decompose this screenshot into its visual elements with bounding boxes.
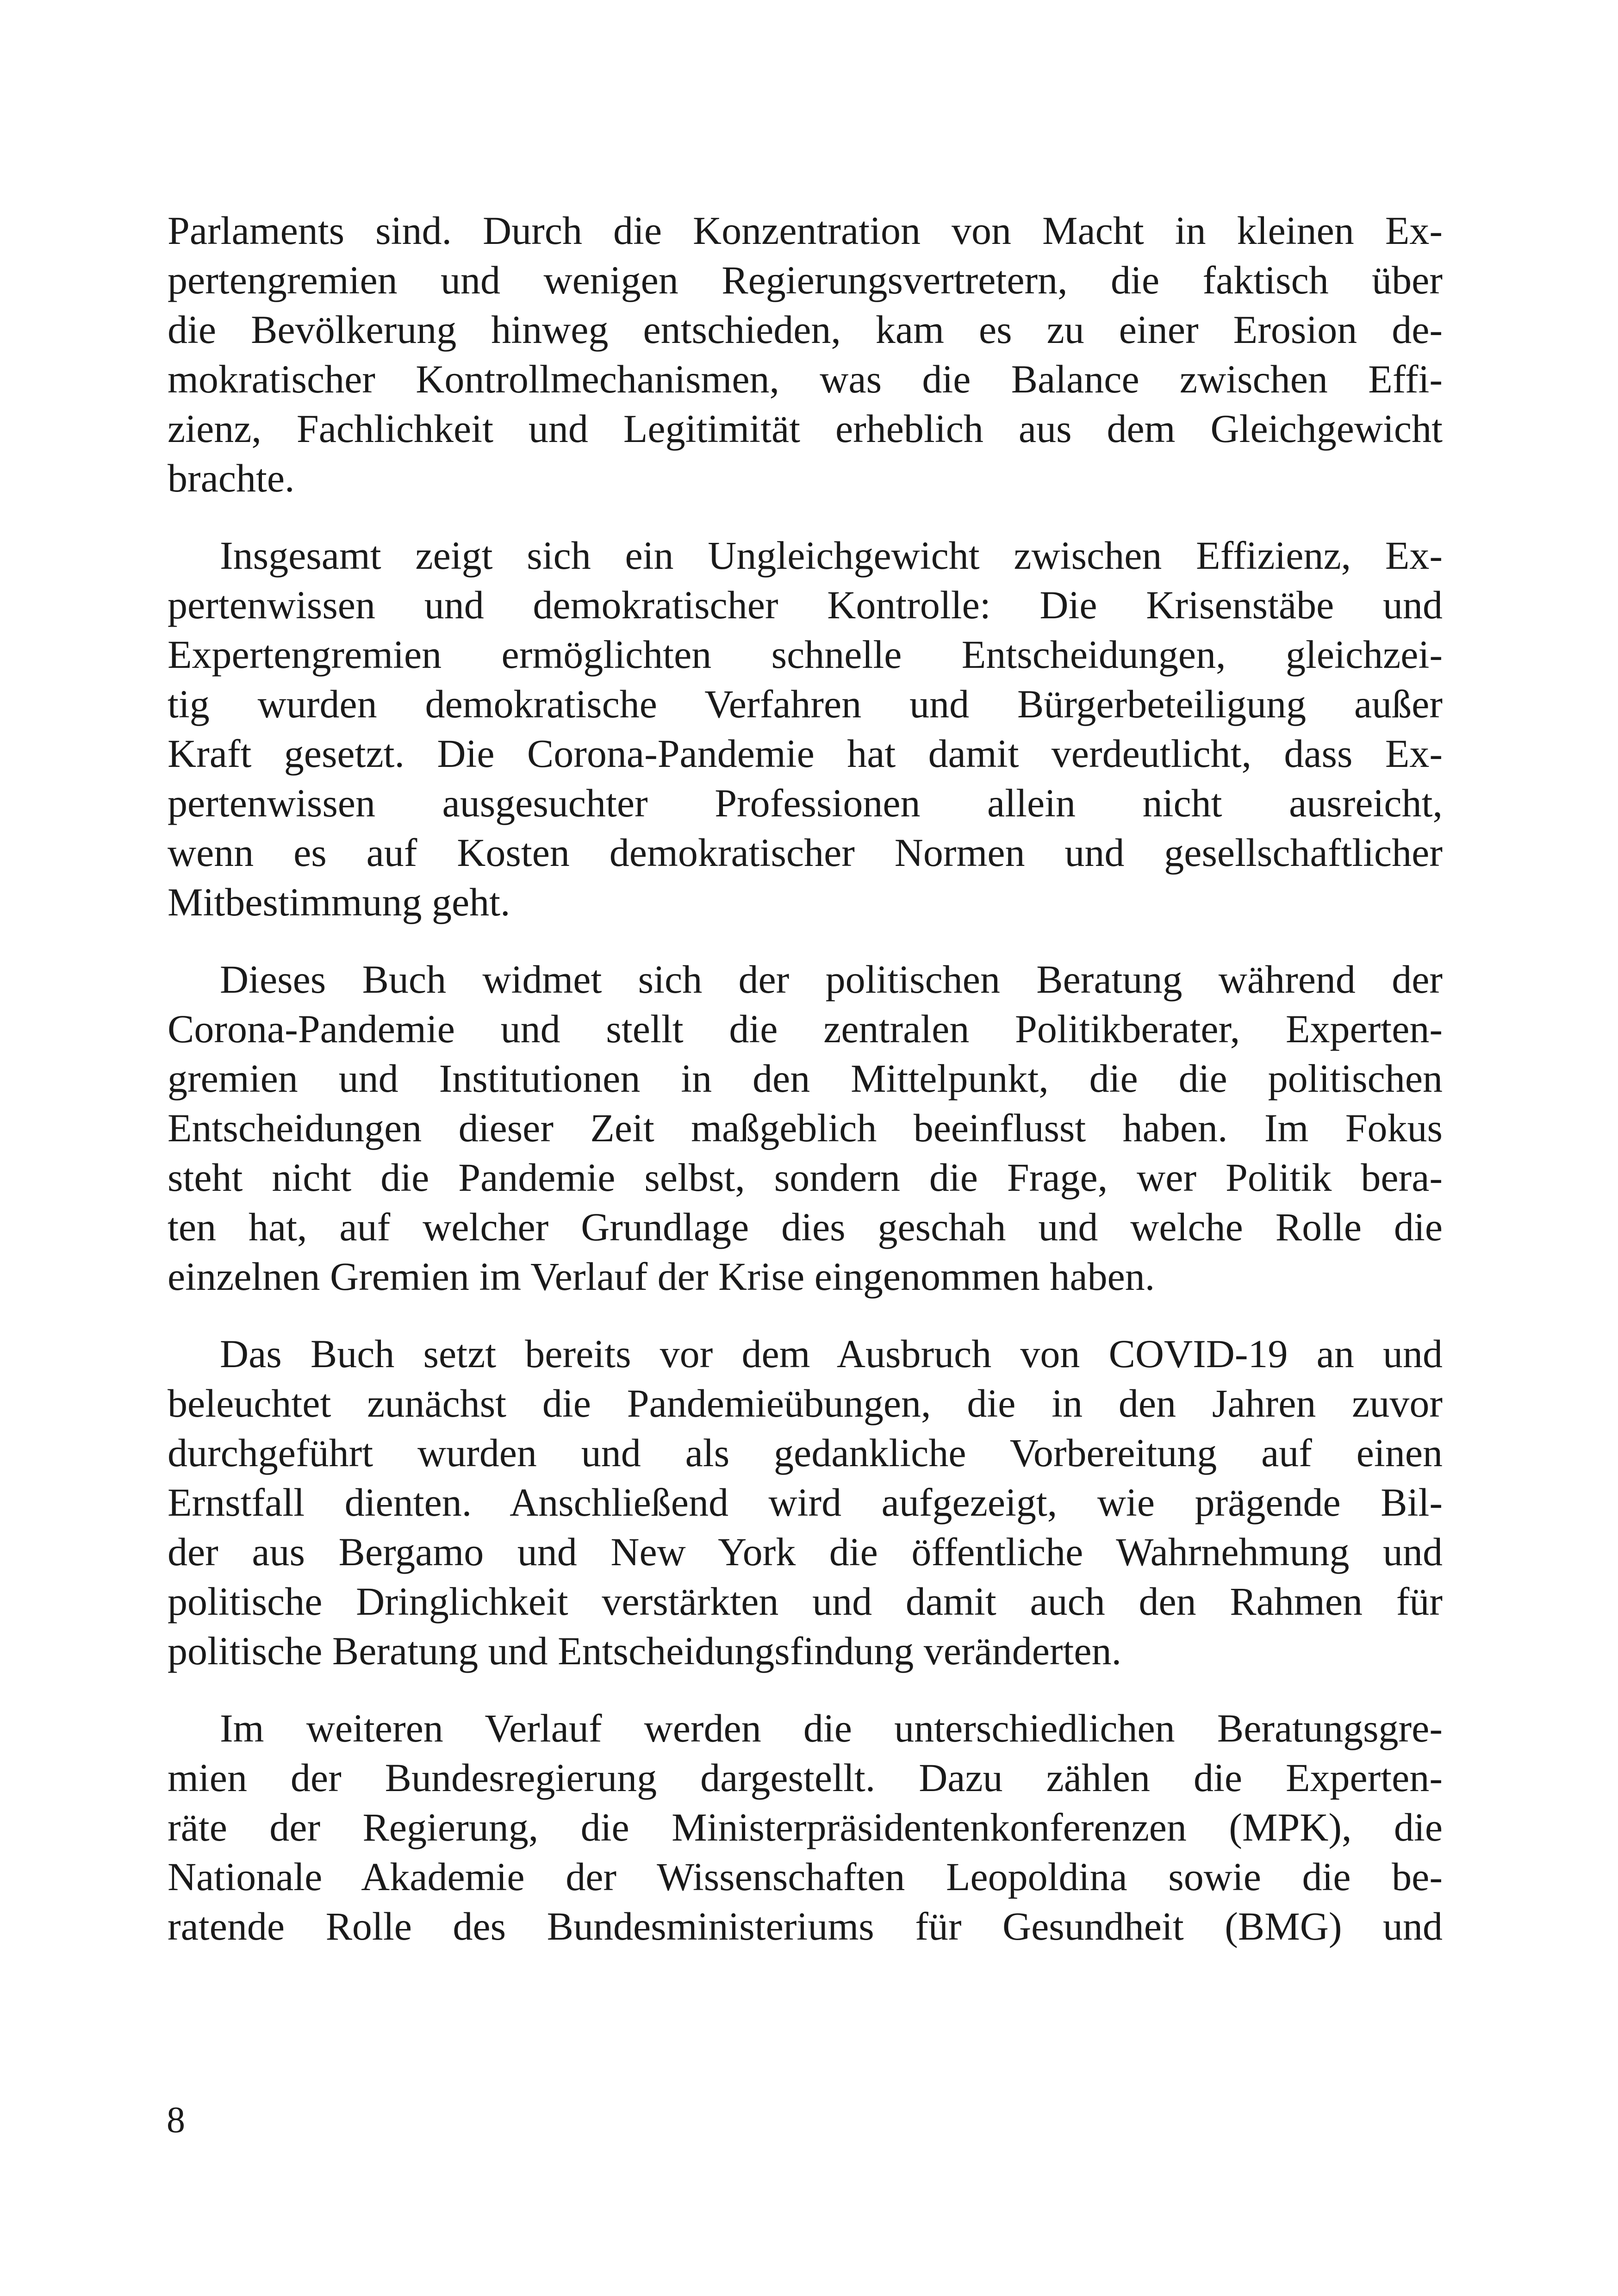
text-line: gremien und Institutionen in den Mittelpunkt, die die politischen [168,1056,1443,1101]
text-line: Nationale Akademie der Wissenschaften Leopoldina sowie die be- [168,1854,1443,1899]
text-line: wenn es auf Kosten demokratischer Normen und gesellschaftlicher [168,830,1443,875]
text-line: einzelnen Gremien im Verlauf der Krise eingenommen haben. [168,1254,1155,1299]
paragraph-5 [168,1704,1443,1951]
text-line: mokratischer Kontrollmechanismen, was die Balance zwischen Effi- [168,357,1443,401]
text-line: die Bevölkerung hinweg entschieden, kam es zu einer Erosion de- [168,307,1443,352]
text-line: Mitbestimmung geht. [168,880,510,924]
text-line: Insgesamt zeigt sich ein Ungleichgewicht zwischen Effizienz, Ex- [220,533,1443,578]
text-line: politische Beratung und Entscheidungsfindung veränderten. [168,1629,1122,1673]
text-line: steht nicht die Pandemie selbst, sondern die Frage, wer Politik bera- [168,1155,1443,1200]
text-line: tig wurden demokratische Verfahren und Bürgerbeteiligung außer [168,682,1443,726]
page-number: 8 [167,2100,185,2140]
text-line: Parlaments sind. Durch die Konzentration von Macht in kleinen Ex- [168,208,1443,253]
text-line: politische Dringlichkeit verstärkten und damit auch den Rahmen für [168,1579,1443,1624]
text-line: pertengremien und wenigen Regierungsvertretern, die faktisch über [168,258,1443,302]
paragraph-2 [168,531,1443,927]
text-line: Entscheidungen dieser Zeit maßgeblich beeinflusst haben. Im Fokus [168,1106,1443,1150]
text-line: durchgeführt wurden und als gedankliche Vorbereitung auf einen [168,1431,1443,1475]
text-line: Corona-Pandemie und stellt die zentralen Politikberater, Experten- [168,1007,1443,1051]
text-line: Im weiteren Verlauf werden die unterschiedlichen Beratungsgre- [220,1706,1443,1750]
paragraph-1 [168,206,1443,503]
text-line: zienz, Fachlichkeit und Legitimität erheblich aus dem Gleichgewicht [168,406,1443,451]
text-line: ratende Rolle des Bundesministeriums für Gesundheit (BMG) und [168,1904,1443,1948]
text-line: Expertengremien ermöglichten schnelle Entscheidungen, gleichzei- [168,632,1443,677]
text-line: pertenwissen und demokratischer Kontrolle: Die Krisenstäbe und [168,583,1443,627]
text-line: der aus Bergamo und New York die öffentliche Wahrnehmung und [168,1530,1443,1574]
text-line: mien der Bundesregierung dargestellt. Dazu zählen die Experten- [168,1755,1443,1800]
text-line: Das Buch setzt bereits vor dem Ausbruch von COVID-19 an und [220,1332,1443,1376]
text-line: Kraft gesetzt. Die Corona-Pandemie hat damit verdeutlicht, dass Ex- [168,731,1443,776]
body-text [168,206,1443,1979]
text-line: Dieses Buch widmet sich der politischen Beratung während der [220,957,1443,1002]
text-line: Ernstfall dienten. Anschließend wird aufgezeigt, wie prägende Bil- [168,1480,1443,1524]
text-line: räte der Regierung, die Ministerpräsidentenkonferenzen (MPK), die [168,1805,1443,1849]
text-line: beleuchtet zunächst die Pandemieübungen, die in den Jahren zuvor [168,1381,1443,1425]
text-line: ten hat, auf welcher Grundlage dies geschah und welche Rolle die [168,1205,1443,1249]
text-line: brachte. [168,456,295,500]
text-line: pertenwissen ausgesuchter Professionen allein nicht ausreicht, [168,781,1443,825]
paragraph-4 [168,1329,1443,1676]
paragraph-3 [168,955,1443,1301]
